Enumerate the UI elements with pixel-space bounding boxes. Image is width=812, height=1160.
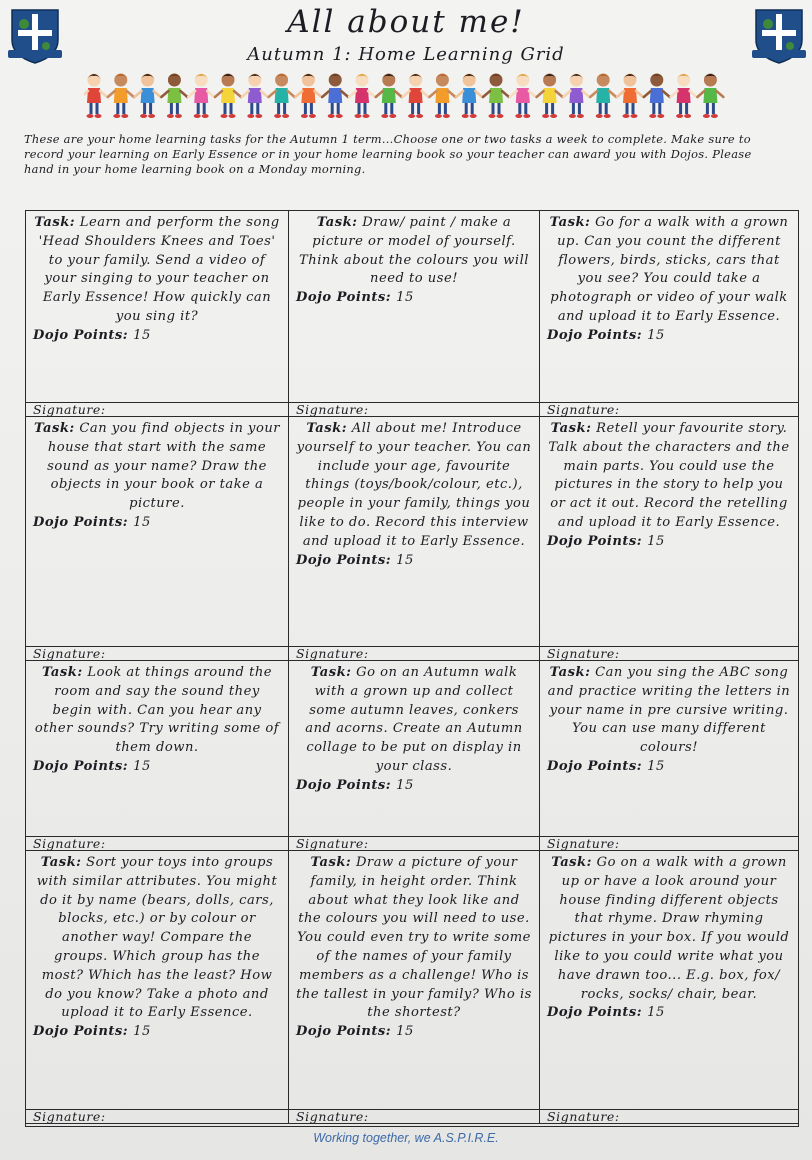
dojo-points-label: Dojo Points:: [296, 777, 392, 793]
dojo-points-value: 15: [133, 514, 151, 530]
task-label: Task:: [310, 665, 352, 680]
task-cell: [289, 851, 540, 1110]
signature-field[interactable]: Signature:: [26, 403, 289, 417]
signature-field[interactable]: Signature:: [289, 647, 540, 661]
task-text: [296, 214, 532, 289]
task-description: Go for a walk with a grown up. Can you count the different flowers, birds, sticks, cars that you see? You could take a photograph or video of your walk and upload it to Early Essence.: [550, 215, 789, 324]
task-text: [296, 420, 532, 552]
task-text: [33, 214, 281, 327]
dojo-points-label: Dojo Points:: [33, 758, 129, 774]
task-description: Sort your toys into groups with similar attributes. You might do it by name (bears, dolls, cars, blocks, etc.) or by colour or another way! Compare the groups. Which group has the most? Which has the least? How do you know? Take a photo and upload it to Early Essence.: [36, 855, 278, 1021]
task-cell: [289, 417, 540, 647]
child-figure: [295, 74, 321, 119]
task-cell: [540, 211, 798, 403]
child-figure: [697, 74, 723, 119]
page-title: All about me!: [287, 4, 525, 40]
dojo-points: [547, 758, 791, 777]
learning-grid: [25, 210, 799, 1127]
children-holding-hands-illustration: [84, 70, 734, 120]
task-cell: [289, 661, 540, 837]
child-figure: [242, 74, 268, 119]
dojo-points: [547, 1004, 791, 1023]
child-figure: [403, 74, 429, 119]
footer-motto: Working together, we A.S.P.I.R.E.: [313, 1131, 499, 1145]
task-description: All about me! Introduce yourself to your teacher. You can include your age, favourite things (toys/book/colour, etc.), people in your family, things you like to do. Record this interview and upload it to Early Essence.: [296, 421, 532, 549]
dojo-points: [296, 552, 532, 571]
child-figure: [510, 74, 536, 119]
dojo-points-value: 15: [647, 533, 665, 549]
signature-field[interactable]: Signature:: [26, 1110, 289, 1124]
dojo-points-value: 15: [647, 327, 665, 343]
signature-field[interactable]: Signature:: [26, 647, 289, 661]
task-text: [33, 854, 281, 1023]
dojo-points-value: 15: [647, 758, 665, 774]
task-text: [547, 664, 791, 758]
task-description: Draw a picture of your family, in height order. Think about what they look like and the colours you will need to use. You could even try to write some of the names of your family members as a challenge! Who is the tallest in your family? Who is the shortest?: [296, 855, 532, 1021]
signature-field[interactable]: Signature:: [26, 837, 289, 851]
task-cell: [540, 661, 798, 837]
signature-field[interactable]: Signature:: [289, 1110, 540, 1124]
dojo-points: [33, 327, 281, 346]
child-figure: [188, 74, 214, 119]
task-description: Go on an Autumn walk with a grown up and collect some autumn leaves, conkers and acorns. Create an Autumn collage to be put on display in your class.: [305, 665, 523, 774]
child-figure: [215, 74, 241, 119]
task-cell: [540, 417, 798, 647]
task-label: Task:: [310, 855, 352, 870]
task-label: Task:: [316, 215, 358, 230]
child-figure: [563, 74, 589, 119]
dojo-points-label: Dojo Points:: [296, 290, 392, 306]
task-description: Can you find objects in your house that start with the same sound as your name? Draw the objects in your book or take a picture.: [47, 421, 281, 512]
dojo-points-label: Dojo Points:: [547, 1005, 643, 1021]
task-label: Task:: [551, 855, 592, 870]
task-description: Look at things around the room and say the sound they begin with. Can you hear any other sounds? Try writing some of them down.: [34, 665, 280, 756]
dojo-points-label: Dojo Points:: [547, 533, 643, 549]
child-figure: [537, 74, 563, 119]
dojo-points-label: Dojo Points:: [33, 514, 129, 530]
task-cell: [26, 661, 289, 837]
task-text: [547, 214, 791, 327]
task-description: Draw/ paint / make a picture or model of yourself. Think about the colours you will need to use!: [299, 215, 529, 287]
task-text: [33, 420, 281, 514]
dojo-points: [33, 758, 281, 777]
dojo-points-value: 15: [396, 1024, 414, 1040]
dojo-points: [296, 289, 532, 308]
child-figure: [135, 74, 161, 119]
dojo-points-label: Dojo Points:: [33, 327, 129, 343]
dojo-points-value: 15: [133, 758, 151, 774]
task-description: Learn and perform the song 'Head Shoulders Knees and Toes' to your family. Send a video of your singing to your teacher on Early Essence! How quickly can you sing it?: [38, 215, 280, 324]
dojo-points: [33, 514, 281, 533]
task-description: Go on a walk with a grown up or have a look around your house finding different objects that rhyme. Draw rhyming pictures in your box. If you would like to you could write what you have drawn too... E.g. box, fox/ rocks, socks/ chair, bear.: [548, 855, 790, 1002]
task-description: Retell your favourite story. Talk about the characters and the main parts. You could use the pictures in the story to help you or act it out. Record the retelling and upload it to Early Essence.: [548, 421, 790, 530]
task-label: Task:: [34, 215, 76, 230]
dojo-points: [296, 777, 532, 796]
child-figure: [376, 74, 402, 119]
dojo-points-value: 15: [133, 1024, 151, 1040]
dojo-points-label: Dojo Points:: [33, 1024, 129, 1040]
child-figure: [456, 74, 482, 119]
child-figure: [84, 74, 107, 119]
task-cell: [26, 417, 289, 647]
dojo-points: [296, 1023, 532, 1042]
task-label: Task:: [33, 421, 75, 436]
child-figure: [429, 74, 455, 119]
task-label: Task:: [550, 421, 592, 436]
dojo-points-value: 15: [647, 1005, 665, 1021]
child-figure: [161, 74, 187, 119]
dojo-points-label: Dojo Points:: [547, 758, 643, 774]
task-label: Task:: [306, 421, 348, 436]
task-cell: [26, 211, 289, 403]
child-figure: [269, 74, 295, 119]
dojo-points-value: 15: [133, 327, 151, 343]
dojo-points-label: Dojo Points:: [547, 327, 643, 343]
signature-field[interactable]: Signature:: [289, 403, 540, 417]
dojo-points-value: 15: [396, 552, 414, 568]
task-cell: [26, 851, 289, 1110]
task-text: [296, 854, 532, 1023]
task-label: Task:: [41, 665, 83, 680]
task-text: [547, 854, 791, 1004]
dojo-points: [33, 1023, 281, 1042]
task-label: Task:: [549, 665, 591, 680]
dojo-points: [547, 533, 791, 552]
signature-field[interactable]: Signature:: [540, 403, 798, 417]
signature-field[interactable]: Signature:: [540, 837, 798, 851]
dojo-points: [547, 327, 791, 346]
task-cell: [540, 851, 798, 1110]
child-figure: [108, 74, 134, 119]
child-figure: [322, 74, 348, 119]
dojo-points-label: Dojo Points:: [296, 552, 392, 568]
child-figure: [349, 74, 375, 119]
intro-paragraph: These are your home learning tasks for the Autumn 1 term...Choose one or two tasks a week to complete. Make sure to record your learning on Early Essence or in your home learning book so your teacher can award you with Dojos. Please hand in your home learning book on a Monday morning.: [24, 132, 752, 176]
task-text: [296, 664, 532, 777]
page-subtitle: Autumn 1: Home Learning Grid: [247, 44, 565, 65]
signature-field[interactable]: Signature:: [289, 837, 540, 851]
child-figure: [644, 74, 670, 119]
task-label: Task:: [40, 855, 82, 870]
child-figure: [590, 74, 616, 119]
task-cell: [289, 211, 540, 403]
dojo-points-value: 15: [396, 777, 414, 793]
child-figure: [617, 74, 643, 119]
signature-field[interactable]: Signature:: [540, 1110, 798, 1124]
task-text: [33, 664, 281, 758]
child-figure: [671, 74, 697, 119]
child-figure: [483, 74, 509, 119]
task-label: Task:: [549, 215, 591, 230]
dojo-points-value: 15: [396, 290, 414, 306]
task-text: [547, 420, 791, 533]
signature-field[interactable]: Signature:: [540, 647, 798, 661]
dojo-points-label: Dojo Points:: [296, 1024, 392, 1040]
task-description: Can you sing the ABC song and practice writing the letters in your name in pre cursive writing. You can use many different colours!: [547, 665, 791, 756]
